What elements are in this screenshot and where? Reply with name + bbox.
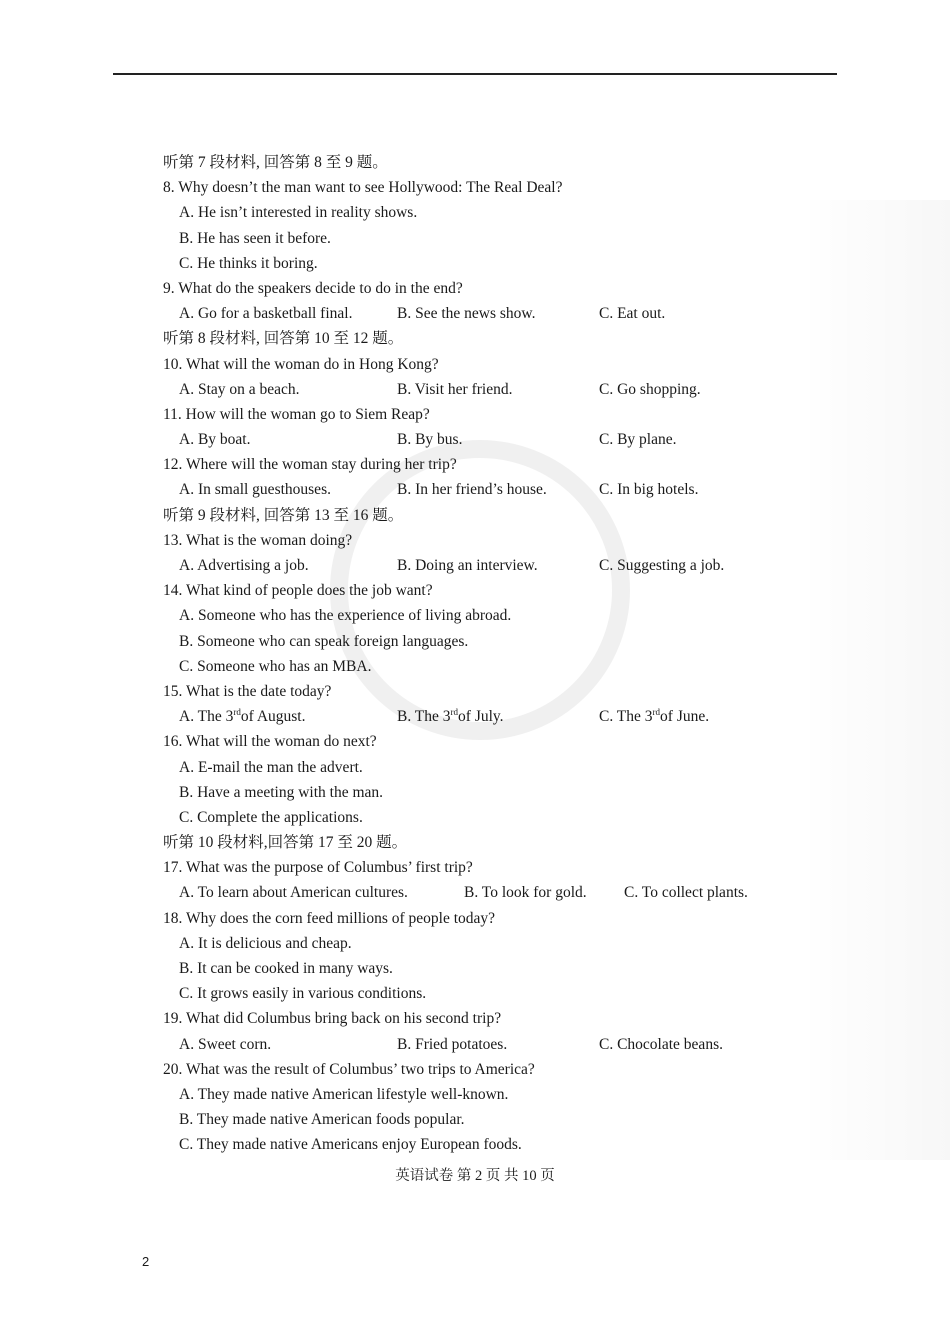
options-row <box>160 301 800 326</box>
question-stem: 15. What is the date today? <box>163 682 332 700</box>
option-a: A. In small guesthouses. <box>179 481 331 499</box>
option-a: A. They made native American lifestyle well-known. <box>179 1085 509 1103</box>
option-c: C. Go shopping. <box>599 380 701 398</box>
option-a: A. To learn about American cultures. <box>179 884 408 902</box>
question-stem: 8. Why doesn’t the man want to see Hollywood: The Real Deal? <box>163 179 563 197</box>
question-stem: 20. What was the result of Columbus’ two trips to America? <box>163 1060 535 1078</box>
option-a: A. Someone who has the experience of living abroad. <box>179 607 512 625</box>
options-row <box>160 704 800 729</box>
option-b: B. In her friend’s house. <box>397 481 547 499</box>
option-a: A. It is delicious and cheap. <box>179 934 352 952</box>
option-c: C. Eat out. <box>599 305 666 323</box>
option-b: B. They made native American foods popular. <box>179 1111 465 1129</box>
section-header: 听第 10 段材料,回答第 17 至 20 题。 <box>163 834 408 852</box>
option-b: B. To look for gold. <box>464 884 587 902</box>
question-stem: 16. What will the woman do next? <box>163 733 377 751</box>
options-row <box>160 427 800 452</box>
option-b: B. See the news show. <box>397 305 536 323</box>
option-c: C. They made native Americans enjoy European foods. <box>179 1136 522 1154</box>
options-row <box>160 553 800 578</box>
option-c: C. He thinks it boring. <box>179 254 318 272</box>
question-stem: 9. What do the speakers decide to do in the end? <box>163 279 463 297</box>
option-a: A. Advertising a job. <box>179 557 309 574</box>
option-c: C. It grows easily in various conditions. <box>179 985 427 1003</box>
question-stem: 17. What was the purpose of Columbus’ first trip? <box>163 859 473 877</box>
option-c: C. Complete the applications. <box>179 808 363 826</box>
option-a: A. Stay on a beach. <box>179 380 300 398</box>
bleed-through-shadow <box>800 200 950 1160</box>
header-rule <box>113 73 837 75</box>
option-c: C. Suggesting a job. <box>599 557 725 574</box>
question-stem: 10. What will the woman do in Hong Kong? <box>163 355 439 373</box>
options-row <box>160 477 800 502</box>
question-stem: 18. Why does the corn feed millions of people today? <box>163 909 496 927</box>
question-stem: 11. How will the woman go to Siem Reap? <box>163 405 430 423</box>
option-a: A. He isn’t interested in reality shows. <box>179 204 418 222</box>
option-b: B. It can be cooked in many ways. <box>179 960 393 977</box>
option-b: B. The 3rdof July. <box>397 706 504 726</box>
option-a: A. Sweet corn. <box>179 1035 272 1053</box>
page-number: 2 <box>142 1254 150 1269</box>
page-footer: 英语试卷 第 2 页 共 10 页 <box>395 1168 555 1184</box>
option-c: C. To collect plants. <box>624 884 748 902</box>
question-stem: 12. Where will the woman stay during her trip? <box>163 456 457 474</box>
option-c: C. Someone who has an MBA. <box>179 657 372 675</box>
question-stem: 19. What did Columbus bring back on his second trip? <box>163 1010 502 1028</box>
option-c: C. By plane. <box>599 431 677 449</box>
section-header: 听第 7 段材料, 回答第 8 至 9 题。 <box>163 154 388 171</box>
option-a: A. E-mail the man the advert. <box>179 758 363 776</box>
section-header: 听第 8 段材料, 回答第 10 至 12 题。 <box>163 330 404 348</box>
option-b: B. Doing an interview. <box>397 557 538 574</box>
section-header: 听第 9 段材料, 回答第 13 至 16 题。 <box>163 506 404 524</box>
option-b: B. He has seen it before. <box>179 229 331 247</box>
options-row <box>160 377 800 402</box>
option-b: B. By bus. <box>397 431 463 449</box>
question-stem: 13. What is the woman doing? <box>163 531 353 549</box>
option-c: C. Chocolate beans. <box>599 1035 723 1053</box>
option-b: B. Have a meeting with the man. <box>179 783 384 801</box>
options-row <box>160 880 800 905</box>
option-a: A. By boat. <box>179 431 251 449</box>
question-list <box>160 150 800 1158</box>
option-b: B. Someone who can speak foreign languages. <box>179 632 469 650</box>
option-a: A. Go for a basketball final. <box>179 305 353 323</box>
option-a: A. The 3rdof August. <box>179 706 306 726</box>
option-c: C. In big hotels. <box>599 481 699 499</box>
option-b: B. Visit her friend. <box>397 380 513 398</box>
option-c: C. The 3rdof June. <box>599 706 710 726</box>
options-row <box>160 1032 800 1057</box>
option-b: B. Fried potatoes. <box>397 1035 508 1053</box>
question-stem: 14. What kind of people does the job want? <box>163 582 433 600</box>
